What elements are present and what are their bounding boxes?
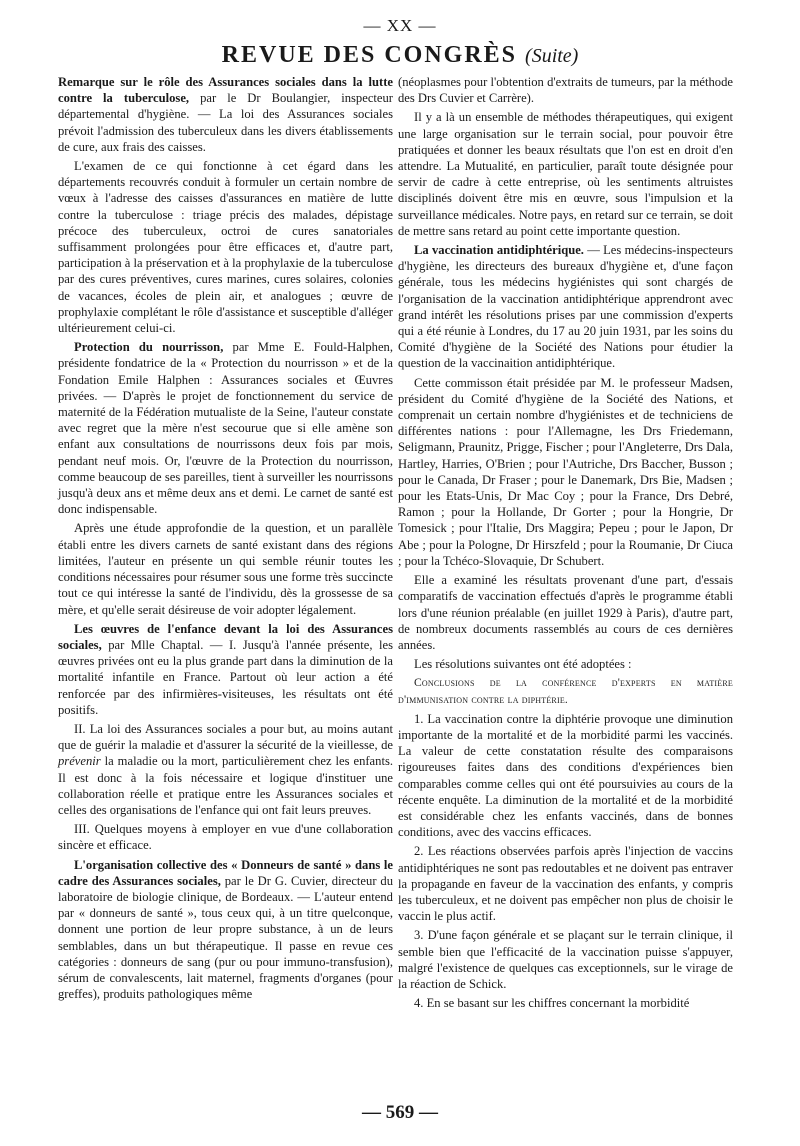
paragraph — [58, 74, 393, 155]
paragraph: (néoplasmes pour l'obtention d'extraits de tumeurs, par la méthode des Drs Cuvier et Carrère). — [398, 75, 733, 106]
left-column — [58, 74, 393, 1005]
paragraph: 2. Les réactions observées parfois après l'injection de vaccins antidiphtériques ne sont pas redoutables et ne doivent pas entraver la propagande en faveur de la vaccination des enfants, y compris les tuberculeux, et ne doivent pas empêcher non plus de choisir le vaccin le plus actif. — [398, 844, 733, 924]
page-title — [0, 42, 800, 69]
paragraph: L'examen de ce qui fonctionne à cet égard dans les départements recouvrés conduit à formuler un certain nombre de vœux à l'adresse des caisses d'assurances en matière de lutte contre la tuberculose : triage précis des malades, dépistage précoce des tuberculeux, octroi de cures sanatoriales suffisamment prolongées pour être efficaces et, d'autre part, participation à la préservation et à la prophylaxie de la tuberculose par des cures préventives, cures marines, cures solaires, colonies de vacances, écoles de plein air, et analogues ; œuvre de prophylaxie complétant le rôle d'assistance et susceptible d'alléger ultérieurement celui-ci. — [58, 159, 393, 336]
paragraph-text: — Les médecins-inspecteurs d'hygiène, les directeurs des bureaux d'hygiène et, d'une façon générale, tous les médecins hygiénistes qui sont chargés de l'organisation de la vaccination antidiphtérique apprendront avec grand intérêt les résolutions prises par une commission d'experts qui a été réunie à Londres, du 17 au 20 juin 1931, par les soins du Comité d'hygiène de la Société des Nations pour étudier la question de la vaccinaition antidiphtérique. — [398, 243, 733, 371]
paragraph — [58, 721, 393, 818]
section-heading: Les œuvres de l'enfance devant la loi des Assurances sociales, — [58, 621, 393, 652]
title-suffix: (Suite) — [525, 45, 579, 67]
paragraph-text: La loi des Assurances sociales prévoit l'admission des tuberculeux dans les divers établissements de cure, aux frais des caisses. — [58, 107, 393, 154]
title-main: REVUE DES CONGRÈS — [221, 42, 518, 68]
paragraph-text: I. Jusqu'à l'année présente, les œuvres privées ont eu la plus grande part dans la diminution de la mortalité infantile en France. Partout où leur action a été renforcée par des infirmières-visiteuses, les résultats ont été positifs. — [58, 637, 393, 717]
conclusions-heading: Conclusions de la conférence d'experts en matière d'immunisation contre la diphtérie. — [398, 676, 733, 706]
paragraph: Les résolutions suivantes ont été adoptées : — [414, 657, 632, 672]
paragraph: Cette commisson était présidée par M. le professeur Madsen, président du Comité d'hygiène de la Société des Nations, et comprenait un certain nombre d'hygiénistes et de techniciens de différentes nations : pour l'Allemagne, les Drs Friedemann, Seligmann, Praunitz, Prigge, Fischer ; pour l'Angleterre, Drs Dala, Hartley, Harries, O'Brien ; pour l'Autriche, Drs Baccher, Busson ; pour le Canada, Dr Fraser ; pour le Danemark, Drs Bie, Madsen ; pour les Etats-Unis, Dr Mac Coy ; pour la France, Drs Debré, Ramon ; pour la Hollande, Dr Gorter ; pour la Hongrie, Dr Tomesick ; pour l'Italie, Drs Maggira; Pepeu ; pour le Japon, Dr Abe ; pour la Pologne, Dr Hirszfeld ; pour la Roumanie, Dr Ciuca ; pour la Tchéco-Slovaquie, Dr Schubert. — [398, 375, 733, 568]
paragraph — [58, 339, 393, 517]
section-heading: Remarque sur le rôle des Assurances sociales dans la lutte contre la tuberculose, — [58, 75, 393, 106]
author-line: par le Dr Boulangier, inspecteur départemental d'hygiène. — — [58, 91, 393, 122]
paragraph — [58, 621, 393, 718]
page-header-roman: — XX — — [363, 16, 437, 35]
paragraph: 4. En se basant sur les chiffres concernant la morbidité — [414, 996, 690, 1011]
paragraph: III. Quelques moyens à employer en vue d'une collaboration sincère et efficace. — [58, 822, 393, 853]
paragraph: Elle a examiné les résultats provenant d'une part, d'essais comparatifs de vaccination effectués d'après le programme établi lors d'une réunion préalable (en juillet 1929 à Paris), d'autre part, de nombreux documents rassemblés au cours de ces dernières années. — [398, 573, 733, 652]
section-heading: Protection du nourrisson, — [74, 340, 224, 355]
paragraph — [398, 242, 733, 372]
paragraph: Il y a là un ensemble de méthodes thérapeutiques, qui exigent une large organisation sur le terrain social, pour pouvoir être pratiquées et donner les beaux résultats que l'on est en droit d'en attendre. La Mutualité, en particulier, paraît toute désignée pour servir de cadre à cette entreprise, où les sentiments altruistes disciplinés doivent être mis en œuvre, sous l'impulsion et la surveillance médicales. Notre pays, en retard sur ce terrain, se doit de mettre sans retard au point cette importante question. — [398, 110, 733, 238]
right-column — [398, 74, 733, 1014]
page-number: — 569 — — [362, 1102, 438, 1123]
paragraph-text: II. La loi des Assurances sociales a pour but, au moins autant que de guérir la maladie et d'assurer la sécurité de la vieillesse, de — [58, 721, 393, 753]
author-line: par Mme E. Fould-Halphen, présidente fondatrice de la « Protection du nourrisson » et de la Fondation Emile Halphen : Assurances sociales et Œuvres privées. — — [58, 340, 393, 403]
paragraph: 3. D'une façon générale et se plaçant sur le terrain clinique, il semble bien que l'efficacité de la vaccination puisse s'appuyer, malgré l'existence de quelques cas exceptionnels, sur le virage de la réaction de Schick. — [398, 928, 733, 991]
paragraph: 1. La vaccination contre la diphtérie provoque une diminution importante de la mortalité et de la morbidité parmi les vaccinés. La valeur de cette constatation résulte des comparaisons rigoureuses faites dans des conditions d'expériences bien comparables comme celles qui ont été poursuivies au cours de la récente enquête. La diminution de la mortalité et de la morbidité est considérable chez les enfants vaccinés, dans de bonnes conditions, avec des vaccins efficaces. — [398, 711, 733, 840]
italic-word: prévenir — [58, 754, 101, 769]
paragraph-text: L'auteur entend par « donneurs de santé », tous ceux qui, à un titre quelconque, donnent une portion de leur propre substance, à un de leurs semblables, dans un but thérapeutique. Il passe en revue ces catégories : donneurs de sang (pur ou pour immuno-transfusion), sérum de convalescents, lait maternel, fragments d'organes (pour greffes), produits pathologiques même — [58, 889, 393, 1002]
paragraph-text: D'après le projet de fonctionnement du service de maternité de la Fédération mutualiste de la Seine, l'auteur constate avec regret que la mère n'est secourue que si elle amène son enfant aux consultations de nourrissons deux fois par mois, pendant neuf mois. Or, l'œuvre de la Protection du nourrisson, comme beaucoup de ses pareilles, tient à surveiller les nourrissons jusqu'à deux ans et même deux ans et demi. Le carnet de santé est donc indispensable. — [58, 388, 393, 517]
paragraph: Après une étude approfondie de la question, et un parallèle établi entre les divers carnets de santé existant dans des régions limitées, l'auteur en présente un qui semble réunir toutes les conditions nécessaires pour résumer sous une forme très succincte tout ce qui intéresse la santé de l'individu, dès la grossesse de sa mère, et qu'elle serait désireuse de voir adopter légalement. — [58, 521, 393, 617]
author-line: par le Dr G. Cuvier, directeur du laboratoire de biologie clinique, de Bordeaux. — — [58, 873, 393, 904]
section-heading: L'organisation collective des « Donneurs de santé » dans le cadre des Assurances sociales, — [58, 857, 393, 888]
section-heading: La vaccination antidiphtérique. — [414, 243, 584, 258]
paragraph-text: la maladie ou la mort, particulièrement chez les enfants. Il est donc à la fois nécessaire et logique d'instituer une collaboration réelle et pratique entre les Assurances sociales et celles des organisations de l'enfance qui ont fait leurs preuves. — [58, 754, 393, 817]
paragraph — [58, 857, 393, 1003]
author-line: par Mlle Chaptal. — — [101, 637, 229, 652]
